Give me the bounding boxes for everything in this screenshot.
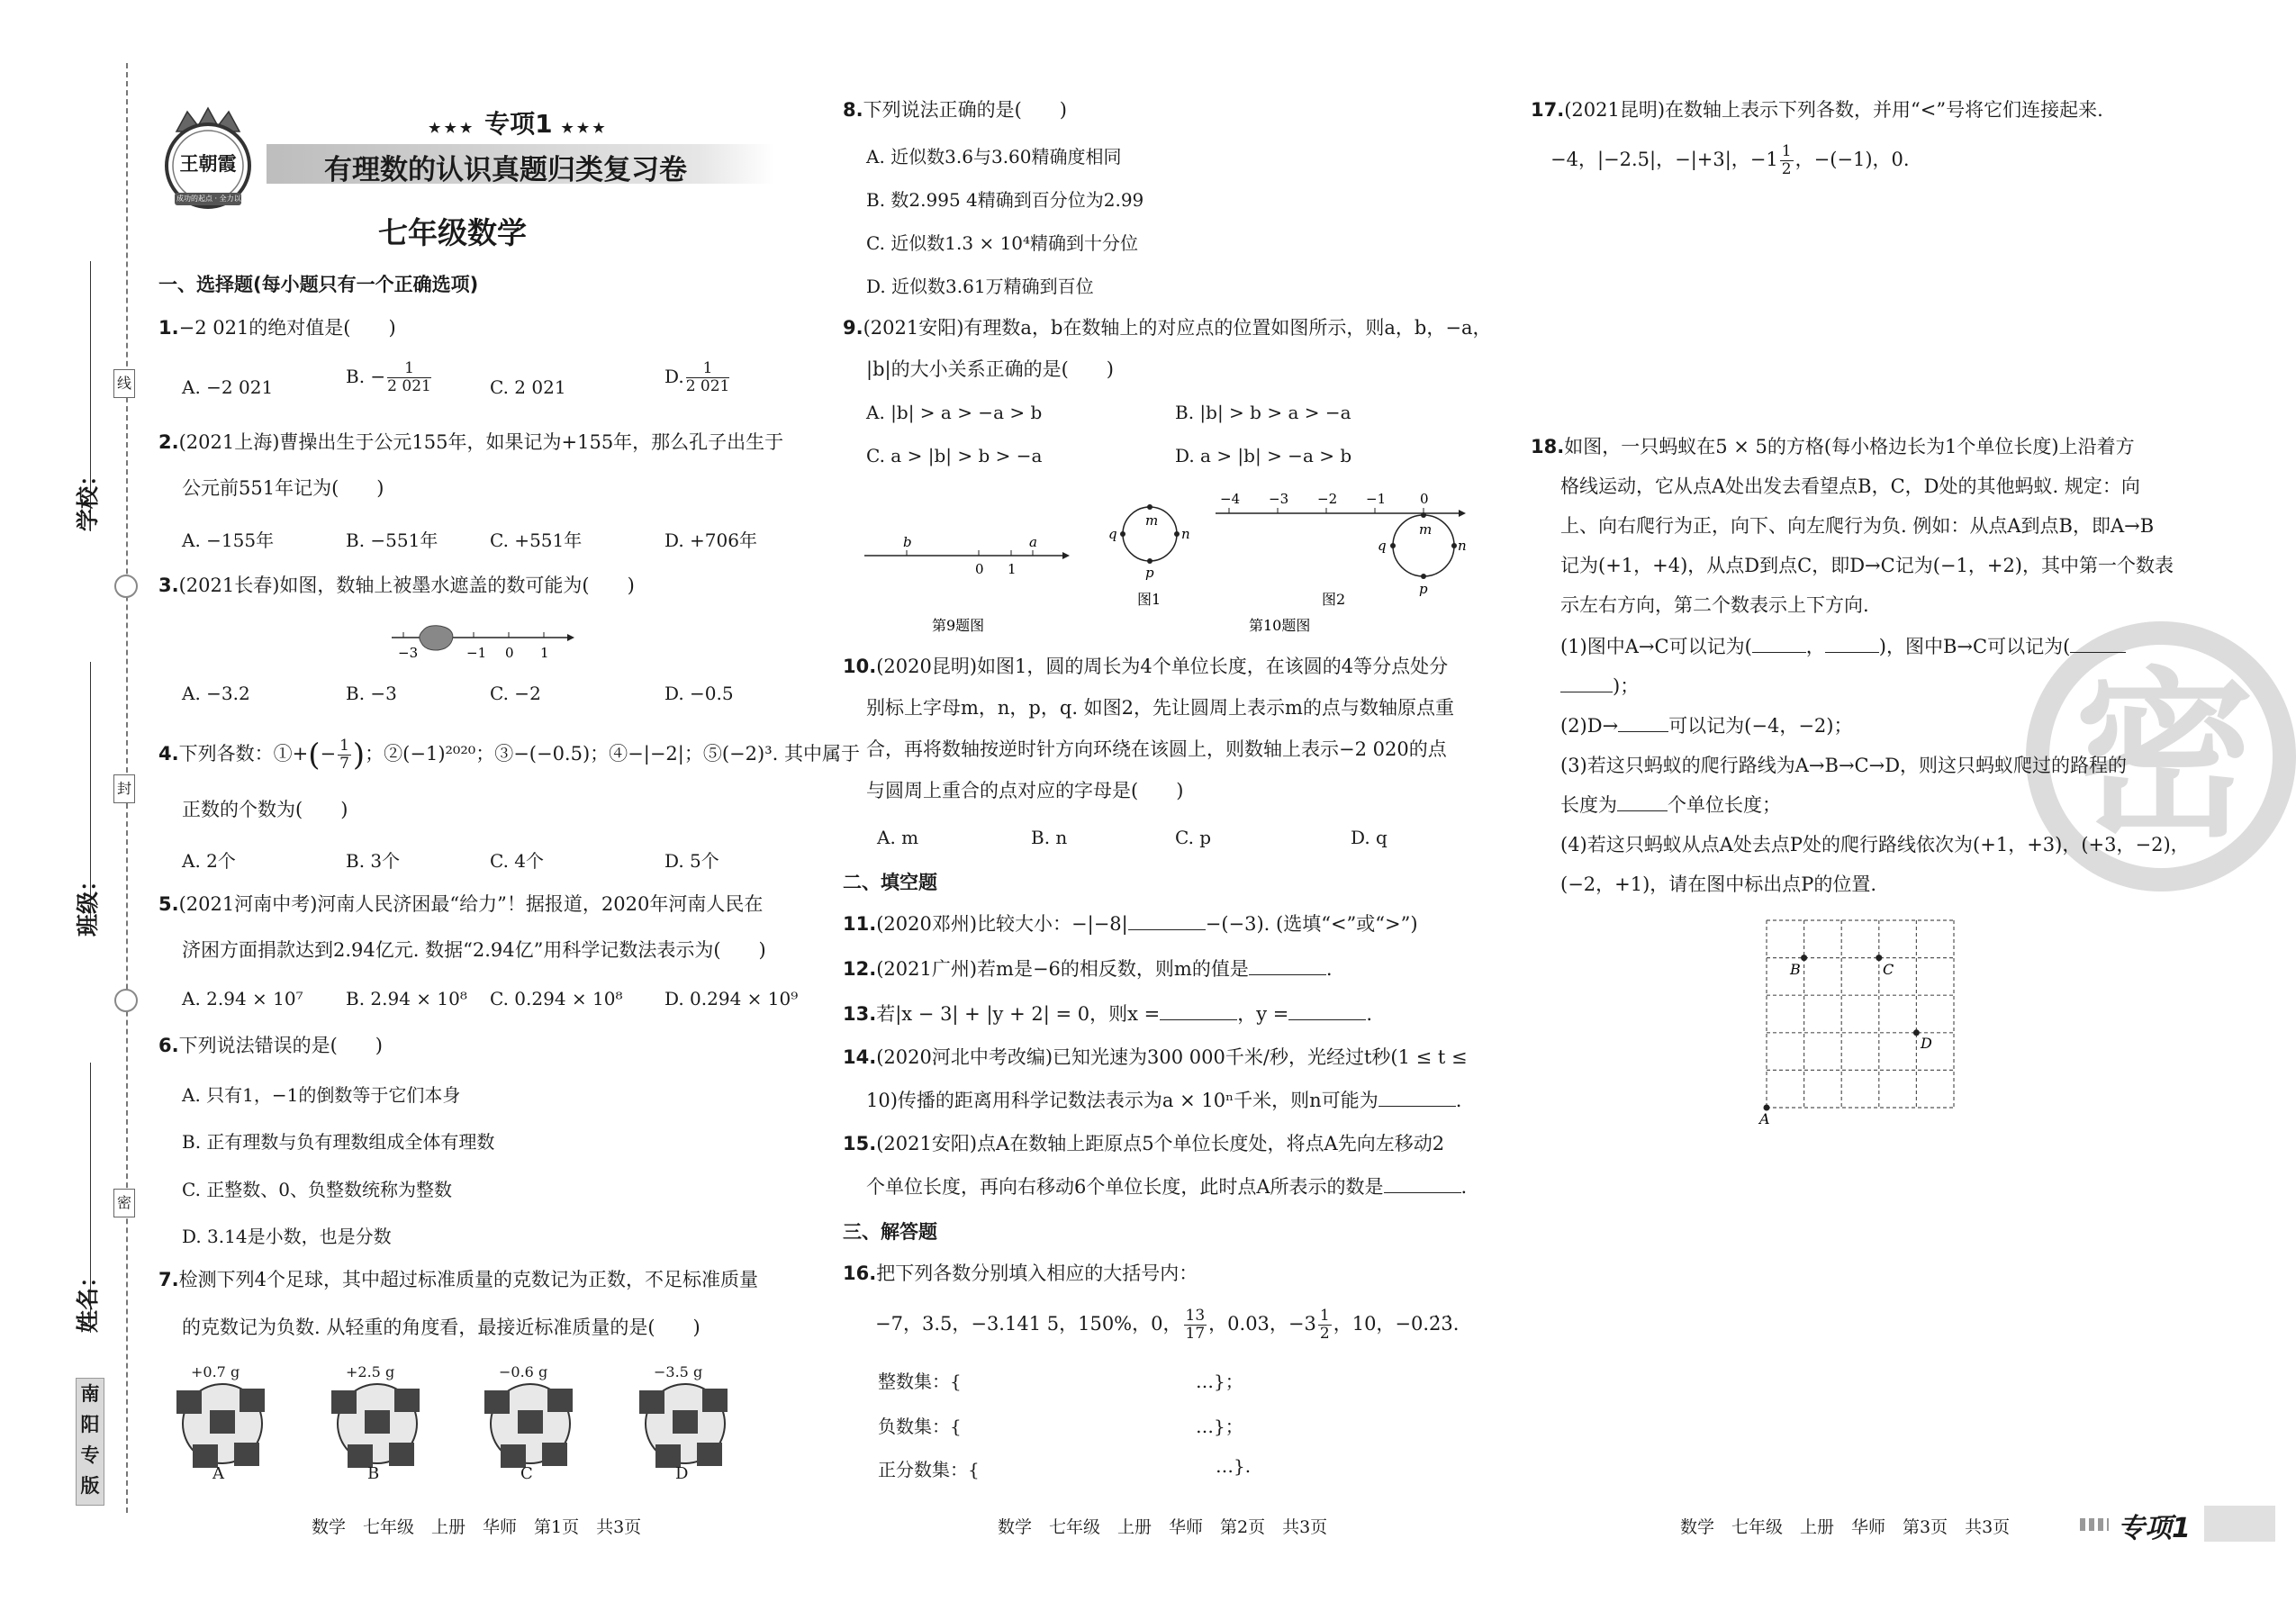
q1-option-b: [346, 360, 433, 395]
q7-ball-b: [331, 1363, 421, 1483]
q15-answer-blank[interactable]: [1384, 1192, 1461, 1193]
q9-q10-figures: [860, 482, 1472, 639]
q18-p1-sep: ，: [1805, 636, 1825, 657]
q12-text-post: .: [1325, 958, 1333, 980]
q3-option-c: C. −2: [490, 683, 541, 704]
q4-line1: 4.下列各数：①+(− $\frac{1}{7}$ )；②(−1)²⁰²⁰；③−(−0.5)；④−|−2|；⑤(−2)³. 其中属于: [158, 737, 860, 774]
ball-weight: +0.7 g: [191, 1363, 240, 1380]
q9-caption: 第9题图: [932, 617, 985, 634]
q11-text-post: −(−3). (选填“<”或“>”): [1205, 913, 1418, 935]
q16-frac2-num: 1: [1319, 1307, 1330, 1325]
q3-tick-label: −1: [466, 645, 487, 661]
q18-text: 如图，一只蚂蚁在5 × 5的方格(每小格边长为1个单位长度)上沿着方: [1564, 436, 2135, 457]
q2-option-c: C. +551年: [490, 529, 583, 551]
ball-label: B: [367, 1464, 380, 1483]
fig10-p: p: [1145, 565, 1154, 581]
q16-list-post: ，10，−0.2̇3̇.: [1333, 1313, 1460, 1335]
ball-label: A: [212, 1464, 224, 1483]
fig10-fig2-label: 图2: [1322, 591, 1346, 608]
q10-line4: 与圆周上重合的点对应的字母是( ): [866, 780, 1184, 801]
soccer-ball-icon: [645, 1383, 726, 1464]
q5-option-d: D. 0.294 × 10⁹: [664, 988, 799, 1009]
q4-frac-num: 1: [339, 737, 349, 755]
q18-p2-blank[interactable]: [1618, 731, 1668, 732]
binding-hole-icon: [114, 575, 138, 598]
seal-box-dense: [113, 1189, 135, 1217]
fig10-tick: −2: [1317, 491, 1338, 507]
section-fill-title: 二、填空题: [843, 872, 937, 893]
q16-number-list: [875, 1304, 1459, 1344]
q9-option-b: B. |b| > b > a > −a: [1175, 402, 1351, 423]
q10-line3: 合，再将数轴按逆时针方向环绕在该圆上，则数轴上表示−2 020的点: [866, 738, 1447, 760]
seal-dense-char: 密: [116, 1194, 131, 1211]
q18-line4: 记为(+1，+4)，从点D到点C，即D→C记为(−1，+2)，其中第一个数表: [1560, 555, 2174, 576]
q18-grid: [1747, 911, 1963, 1127]
fig10-tick: −1: [1366, 491, 1387, 507]
q16-frac2-den: 2: [1319, 1325, 1330, 1343]
name-label: 姓名：: [75, 1264, 101, 1333]
q1-b-num: 1: [387, 360, 431, 378]
seal-line-char: 线: [116, 375, 131, 392]
q2-option-a: A. −155年: [182, 529, 275, 551]
q16-set1-label: 整数集：{: [878, 1371, 962, 1392]
q13-text-mid: ，y =: [1237, 1003, 1289, 1025]
ball-weight: −0.6 g: [499, 1363, 548, 1380]
q2-line2: 公元前551年记为( ): [182, 477, 384, 499]
q18-p1-blank-y[interactable]: [1825, 652, 1879, 653]
q8-text: 下列说法正确的是( ): [863, 99, 1067, 121]
q5-option-a: A. 2.94 × 10⁷: [182, 988, 303, 1009]
q4-option-b: B. 3个: [346, 850, 401, 872]
q16-set-integers-end: …}；: [1196, 1371, 1243, 1392]
q1-b-prefix: B. −: [346, 366, 386, 387]
q8-option-c: C. 近似数1.3 × 10⁴精确到十分位: [866, 232, 1139, 254]
q18-p1-blank-x[interactable]: [1752, 652, 1806, 653]
fig10-caption: 第10题图: [1249, 617, 1311, 634]
q18-p3-blank[interactable]: [1617, 810, 1668, 811]
q15-text: (2021安阳)点A在数轴上距原点5个单位长度处，将点A先向左移动2: [876, 1133, 1445, 1154]
q10-option-b: B. n: [1031, 827, 1068, 848]
q3-tick-label: 0: [505, 645, 514, 661]
q8-number: 8.: [843, 99, 863, 121]
q18-part4-l1: (4)若这只蚂蚁从点A处去点P处的爬行路线依次为(+1，+3)，(+3，−2)，: [1560, 834, 2190, 855]
q7-ball-d: [639, 1363, 729, 1483]
q9-option-a: A. |b| > a > −a > b: [866, 402, 1043, 423]
watermark-char: 密: [2075, 652, 2255, 862]
q7-line2: 的克数记为负数. 从轻重的角度看，最接近标准质量的是( ): [182, 1317, 701, 1338]
footer-page3: 数学 七年级 上册 华师 第3页 共3页: [1680, 1517, 2011, 1537]
q14-text-post: .: [1455, 1090, 1462, 1111]
star-icons: ★★★: [561, 120, 609, 136]
q13-x-blank[interactable]: [1160, 1019, 1237, 1020]
q4-line2: 正数的个数为( ): [182, 799, 348, 820]
q15-text2: 个单位长度，再向右移动6个单位长度，此时点A所表示的数是: [866, 1176, 1384, 1198]
q16-set-integers: [878, 1367, 962, 1393]
q3-stem: [158, 573, 635, 598]
ball-weight: +2.5 g: [346, 1363, 395, 1380]
class-label: 班级：: [75, 868, 101, 937]
q10-option-d: D. q: [1351, 827, 1388, 848]
q17-list-post: ，−(−1)，0.: [1794, 149, 1910, 170]
q11: [843, 911, 1418, 937]
q14-text2: 10)传播的距离用科学记数法表示为a × 10ⁿ千米，则n可能为: [866, 1090, 1379, 1111]
fig10-tick: −3: [1269, 491, 1289, 507]
seal-seal-char: 封: [116, 780, 131, 797]
edition-char: 南: [80, 1382, 100, 1405]
q1-stem: [158, 315, 396, 340]
q16-number: 16.: [843, 1263, 877, 1284]
q5-option-b: B. 2.94 × 10⁸: [346, 988, 467, 1009]
q12: [843, 956, 1333, 982]
q6-text: 下列说法错误的是( ): [178, 1035, 383, 1056]
q16-frac1-num: 13: [1185, 1307, 1206, 1325]
q3-text: (2021长春)如图，数轴上被墨水遮盖的数可能为( ): [178, 575, 635, 596]
q5-line2: 济困方面捐款达到2.94亿元. 数据“2.94亿”用科学记数法表示为( ): [182, 939, 766, 961]
footer-page2: 数学 七年级 上册 华师 第2页 共3页: [998, 1517, 1328, 1537]
q18-p3-text-post: 个单位长度；: [1668, 794, 1781, 816]
q18-p2-text: (2)D→: [1560, 715, 1619, 737]
q5-number: 5.: [158, 893, 179, 915]
edition-char: 阳: [80, 1413, 100, 1435]
q1-b-den: 2 021: [387, 377, 431, 395]
q5-option-c: C. 0.294 × 10⁸: [490, 988, 623, 1009]
q9-option-d: D. a > |b| > −a > b: [1175, 445, 1352, 466]
edition-char: 专: [80, 1444, 100, 1466]
q17-text: (2021昆明)在数轴上表示下列各数，并用“<”号将它们连接起来.: [1564, 99, 2103, 121]
logo: [155, 106, 261, 213]
q18-number: 18.: [1531, 436, 1565, 457]
grid-label-c: C: [1883, 961, 1894, 978]
q16-stem: [843, 1261, 1198, 1286]
q18-part2: [1560, 713, 1853, 738]
q4-number: 4.: [158, 743, 179, 765]
q1-d-num: 1: [686, 360, 730, 378]
q10-option-c: C. p: [1175, 827, 1212, 848]
q9-line2: |b|的大小关系正确的是( ): [866, 358, 1114, 380]
q9-line1: [843, 315, 1491, 340]
q16-frac1-den: 17: [1185, 1325, 1206, 1343]
q4-text: 下列各数：①+: [178, 743, 309, 765]
q17-number-list: [1550, 140, 1910, 179]
q10-line1: [843, 654, 1448, 679]
q14-text: (2020河北中考改编)已知光速为300 000千米/秒，光经过t秒(1 ≤ t ≤: [876, 1046, 1468, 1068]
fig10-fig1-label: 图1: [1137, 591, 1162, 608]
binding-hole-icon: [114, 989, 138, 1012]
q18-line1: [1531, 434, 2135, 459]
q1-option-d: [664, 360, 731, 395]
q4-option-d: D. 5个: [664, 850, 719, 872]
q9-fig-label-b: b: [903, 534, 912, 550]
fig10-p2: p: [1419, 581, 1428, 597]
q18-p1-end: )；: [1613, 675, 1640, 697]
q13-text-post: .: [1366, 1003, 1373, 1025]
q16-set-negatives: [878, 1412, 962, 1438]
q18-p3-text: 长度为: [1560, 794, 1617, 816]
q2-option-b: B. −551年: [346, 529, 438, 551]
q14-line2: [866, 1088, 1461, 1113]
school-label: 学校：: [75, 463, 101, 531]
q7-ball-a: [176, 1363, 267, 1483]
footer-tag-dots: [2080, 1518, 2109, 1531]
q4-text-post: ；②(−1)²⁰²⁰；③−(−0.5)；④−|−2|；⑤(−2)³. 其中属于: [365, 743, 860, 765]
q5-line1: [158, 891, 763, 917]
q5-text: (2021河南中考)河南人民济困最“给力”！据报道，2020年河南人民在: [178, 893, 764, 915]
q18-line3: 上、向右爬行为正，向下、向左爬行为负. 例如：从点A到点B，即A→B: [1560, 515, 2155, 537]
q7-text: 检测下列4个足球，其中超过标准质量的克数记为正数，不足标准质量: [178, 1269, 758, 1290]
q10-line2: 别标上字母m，n，p，q. 如图2，先让圆周上表示m的点与数轴原点重: [866, 697, 1454, 719]
section-choice-title: 一、选择题(每小题只有一个正确选项): [158, 274, 479, 295]
q8-option-d: D. 近似数3.61万精确到百位: [866, 276, 1094, 297]
fig10-n: n: [1181, 526, 1190, 542]
fig10-q: q: [1108, 526, 1117, 542]
q18-part1: [1560, 634, 2126, 659]
q6-option-a: A. 只有1，−1的倒数等于它们本身: [182, 1084, 461, 1106]
section-answer-title: 三、解答题: [843, 1221, 937, 1243]
q11-answer-blank[interactable]: [1128, 929, 1206, 930]
edition-badge: [76, 1378, 104, 1506]
q6-option-b: B. 正有理数与负有理数组成全体有理数: [182, 1131, 495, 1153]
q1-number: 1.: [158, 317, 179, 339]
ball-weight: −3.5 g: [654, 1363, 703, 1380]
q18-part4-l2: (−2，+1)，请在图中标出点P的位置.: [1560, 873, 1877, 895]
q3-option-d: D. −0.5: [664, 683, 734, 704]
ball-label: C: [520, 1464, 533, 1483]
q8-stem: [843, 97, 1067, 122]
fig10-m2: m: [1419, 521, 1433, 538]
q3-number: 3.: [158, 575, 179, 596]
q13: [843, 1001, 1372, 1027]
q15-line2: [866, 1174, 1467, 1199]
q4-option-a: A. 2个: [182, 850, 236, 872]
q6-option-d: D. 3.14是小数，也是分数: [182, 1226, 392, 1247]
sidebar: [0, 0, 162, 1611]
main-title: 有理数的认识真题归类复习卷: [324, 154, 687, 186]
q6-option-c: C. 正整数、0、负整数统称为整数: [182, 1179, 453, 1200]
q1-d-prefix: D.: [664, 366, 684, 387]
q6-stem: [158, 1033, 383, 1058]
q15-line1: [843, 1131, 1444, 1156]
q15-text-post: .: [1460, 1176, 1468, 1198]
q16-set2-label: 负数集：{: [878, 1416, 962, 1437]
q9-fig-label-a: a: [1029, 534, 1037, 550]
fig10-tick: −4: [1220, 491, 1241, 507]
q7-ball-c: [484, 1363, 574, 1483]
soccer-ball-icon: [337, 1383, 418, 1464]
footer-tag-bar: [2204, 1506, 2275, 1542]
q12-number: 12.: [843, 958, 877, 980]
q7-number: 7.: [158, 1269, 179, 1290]
q12-answer-blank[interactable]: [1249, 974, 1326, 975]
q18-line5: 示左右方向，第二个数表示上下方向.: [1560, 594, 1869, 616]
q11-text: (2020邓州)比较大小：−|−8|: [876, 913, 1128, 935]
q18-part1-cont: [1560, 674, 1639, 699]
q18-part3-l1: (3)若这只蚂蚁的爬行路线为A→B→C→D，则这只蚂蚁爬过的路程的: [1560, 755, 2128, 776]
soccer-ball-icon: [182, 1383, 263, 1464]
grid-label-b: B: [1790, 961, 1801, 978]
q18-p1-blank-bcx[interactable]: [2070, 652, 2126, 653]
fig10-n2: n: [1458, 538, 1467, 554]
q1-option-a: A. −2 021: [182, 376, 274, 398]
q1-option-c: C. 2 021: [490, 376, 566, 398]
series-heading: [429, 104, 609, 140]
footer-tag: 专项1: [2118, 1513, 2191, 1544]
logo-text: 王朝霞: [179, 152, 237, 175]
q4-frac-den: 7: [339, 755, 349, 773]
q3-option-a: A. −3.2: [182, 683, 250, 704]
q10-option-a: A. m: [877, 827, 919, 848]
q16-set-positive-fractions: [878, 1455, 980, 1481]
q14-number: 14.: [843, 1046, 877, 1068]
footer-page1: 数学 七年级 上册 华师 第1页 共3页: [312, 1517, 642, 1537]
q15-number: 15.: [843, 1133, 877, 1154]
q18-line2: 格线运动，它从点A处出发去看望点B，C，D处的其他蚂蚁. 规定：向: [1560, 475, 2140, 497]
q17-frac-num: 1: [1781, 142, 1792, 160]
q14-answer-blank[interactable]: [1379, 1106, 1456, 1107]
q18-p2-text-post: 可以记为(−4，−2)；: [1668, 715, 1853, 737]
q16-set-positive-fractions-end: …}.: [1216, 1455, 1252, 1477]
q3-option-b: B. −3: [346, 683, 397, 704]
q17-frac-den: 2: [1781, 160, 1792, 178]
star-icons: ★★★: [429, 120, 476, 136]
q16-text: 把下列各数分别填入相应的大括号内：: [876, 1263, 1198, 1284]
q2-number: 2.: [158, 431, 179, 453]
q8-option-a: A. 近似数3.6与3.60精确度相同: [866, 146, 1122, 167]
q17-number: 17.: [1531, 99, 1565, 121]
q16-list-pre: −7，3.5，−3.141 5，150%，0，: [875, 1313, 1182, 1335]
q9-fig-label-1: 1: [1008, 561, 1017, 577]
q10-text: (2020昆明)如图1，圆的周长为4个单位长度，在该圆的4等分点处分: [876, 656, 1449, 677]
q18-p1-text2: )，图中B→C可以记为(: [1878, 636, 2071, 657]
q14-line1: [843, 1045, 1468, 1070]
logo-subtext: 成功的起点 · 全力以赴: [176, 195, 249, 203]
q18-part3-l2: [1560, 792, 1781, 818]
q7-line1: [158, 1267, 758, 1292]
q13-text: 若|x − 3| + |y + 2| = 0，则x =: [876, 1003, 1161, 1025]
seal-box-line: [113, 369, 135, 398]
grid-label-a: A: [1759, 1110, 1770, 1127]
q3-tick-label: −3: [398, 645, 419, 661]
ball-label: D: [675, 1464, 689, 1483]
q8-option-b: B. 数2.995 4精确到百分位为2.99: [866, 189, 1144, 211]
fig10-m: m: [1145, 512, 1159, 529]
q4-option-c: C. 4个: [490, 850, 545, 872]
grid-label-d: D: [1921, 1035, 1932, 1052]
q2-option-d: D. +706年: [664, 529, 757, 551]
q2-text: (2021上海)曹操出生于公元155年，如果记为+155年，那么孔子出生于: [178, 431, 784, 453]
q10-number: 10.: [843, 656, 877, 677]
subject-title: 七年级数学: [378, 215, 527, 250]
q2-line1: [158, 430, 783, 455]
q17-stem: [1531, 97, 2103, 122]
q9-option-c: C. a > |b| > b > −a: [866, 445, 1043, 466]
q17-list-pre: −4，|−2.5|，−|+3|，−1: [1550, 149, 1778, 170]
q16-list-mid: ，0.03，−3: [1208, 1313, 1316, 1335]
q1-d-den: 2 021: [685, 377, 730, 395]
q3-tick-label: 1: [540, 645, 549, 661]
q11-number: 11.: [843, 913, 877, 935]
q6-number: 6.: [158, 1035, 179, 1056]
soccer-ball-icon: [490, 1383, 571, 1464]
q16-set3-label: 正分数集：{: [878, 1459, 980, 1480]
seal-box-seal: [113, 774, 135, 803]
q9-fig-label-0: 0: [975, 561, 984, 577]
q13-y-blank[interactable]: [1288, 1019, 1366, 1020]
series-label: 专项1: [484, 109, 553, 139]
q18-p1-text: (1)图中A→C可以记为(: [1560, 636, 1752, 657]
q16-set-negatives-end: …}；: [1196, 1416, 1243, 1437]
fig10-tick: 0: [1420, 491, 1429, 507]
q12-text: (2021广州)若m是−6的相反数，则m的值是: [876, 958, 1249, 980]
q1-text: −2 021的绝对值是( ): [178, 317, 396, 339]
fig10-q2: q: [1378, 538, 1387, 554]
q3-number-line: [387, 621, 576, 663]
edition-char: 版: [80, 1474, 100, 1497]
q9-number: 9.: [843, 317, 863, 339]
q9-text: (2021安阳)有理数a，b在数轴上的对应点的位置如图所示，则a，b，−a，: [863, 317, 1492, 339]
q13-number: 13.: [843, 1003, 877, 1025]
